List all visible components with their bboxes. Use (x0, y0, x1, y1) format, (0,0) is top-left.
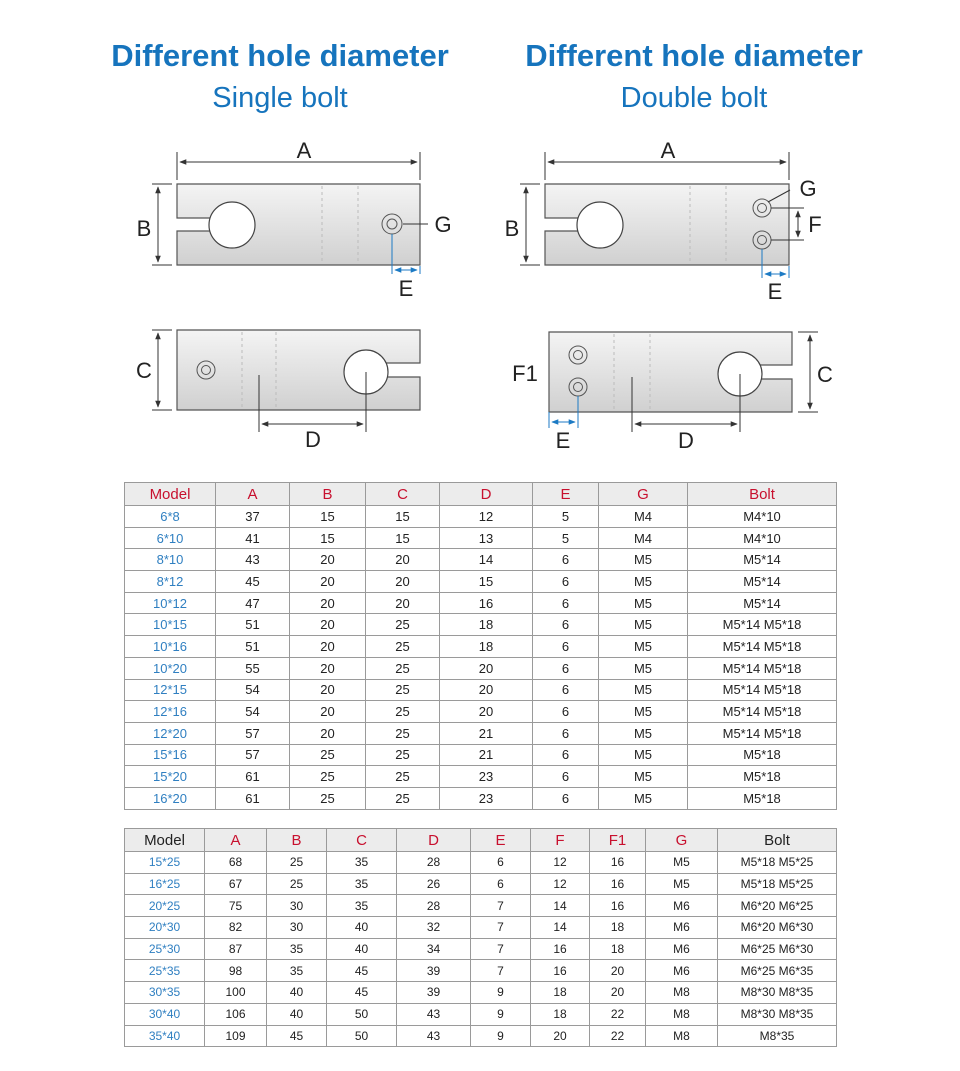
table-cell: 39 (397, 960, 471, 982)
table-cell: 25 (366, 636, 440, 658)
table-row (125, 506, 837, 528)
table-cell: 6 (533, 592, 599, 614)
table-cell: 100 (205, 982, 267, 1004)
table-cell: 6 (533, 766, 599, 788)
table-cell: 20 (590, 982, 646, 1004)
table-cell: M5 (599, 636, 688, 658)
table-cell: 16 (590, 895, 646, 917)
table-cell: 7 (471, 917, 531, 939)
table-cell: 45 (216, 571, 290, 593)
model-cell: 10*15 (125, 614, 216, 636)
table-cell: 21 (440, 744, 533, 766)
dim-f-label: F (808, 212, 822, 237)
table-cell: 35 (267, 938, 327, 960)
table-cell: 14 (531, 895, 590, 917)
double-bolt-spec-table (124, 828, 837, 1047)
table-cell: 15 (440, 571, 533, 593)
col-e-header: E (471, 829, 531, 852)
table-cell: M5 (599, 744, 688, 766)
table-cell: M5 (599, 766, 688, 788)
table-cell: M4 (599, 506, 688, 528)
table-row (125, 592, 837, 614)
table-row (125, 679, 837, 701)
table-row (125, 982, 837, 1004)
table-row (125, 938, 837, 960)
table-cell: M5*18 (688, 787, 837, 809)
table-cell: 25 (366, 657, 440, 679)
table-cell: 20 (290, 549, 366, 571)
table-cell: M8*35 (718, 1025, 837, 1047)
col-bolt-header: Bolt (688, 483, 837, 506)
table-row (125, 571, 837, 593)
table-cell: 55 (216, 657, 290, 679)
table-cell: M5*14 (688, 549, 837, 571)
table-cell: 40 (267, 1003, 327, 1025)
table-cell: 6 (471, 852, 531, 874)
table-cell: M6*20 M6*30 (718, 917, 837, 939)
table-cell: M6 (646, 960, 718, 982)
table-cell: M5*14 (688, 592, 837, 614)
table-row (125, 917, 837, 939)
table-cell: 16 (590, 852, 646, 874)
dim-e-label: E (555, 428, 571, 453)
table-cell: 7 (471, 960, 531, 982)
table-cell: 20 (290, 657, 366, 679)
table-cell: 20 (531, 1025, 590, 1047)
table-cell: 35 (327, 852, 397, 874)
model-cell: 6*8 (125, 506, 216, 528)
table-row (125, 1025, 837, 1047)
table-cell: 40 (327, 917, 397, 939)
table-cell: 61 (216, 766, 290, 788)
table-cell: M5*14 (688, 571, 837, 593)
table-row (125, 852, 837, 874)
table-cell: 5 (533, 506, 599, 528)
table-cell: 16 (531, 960, 590, 982)
table-cell: 12 (531, 852, 590, 874)
table-cell: M6 (646, 895, 718, 917)
table-cell: 16 (440, 592, 533, 614)
model-cell: 20*25 (125, 895, 205, 917)
table-cell: M6*20 M6*25 (718, 895, 837, 917)
col-a-header: A (216, 483, 290, 506)
table-cell: 14 (440, 549, 533, 571)
table-cell: 16 (590, 873, 646, 895)
table-cell: 18 (590, 938, 646, 960)
table-cell: 106 (205, 1003, 267, 1025)
model-cell: 15*16 (125, 744, 216, 766)
table-cell: M8*30 M8*35 (718, 1003, 837, 1025)
table-cell: M5 (599, 592, 688, 614)
table-cell: M8*30 M8*35 (718, 982, 837, 1004)
table-cell: 47 (216, 592, 290, 614)
table-cell: 39 (397, 982, 471, 1004)
table-row (125, 722, 837, 744)
model-cell: 15*25 (125, 852, 205, 874)
table-cell: M5 (599, 571, 688, 593)
table-cell: 57 (216, 722, 290, 744)
table-row (125, 960, 837, 982)
table-cell: 34 (397, 938, 471, 960)
table-cell: 18 (531, 982, 590, 1004)
table-row (125, 744, 837, 766)
table-cell: 22 (590, 1025, 646, 1047)
table-cell: 12 (440, 506, 533, 528)
table-cell: 14 (531, 917, 590, 939)
table-cell: 15 (290, 527, 366, 549)
double-bolt-table-body (125, 852, 837, 1047)
col-d-header: D (440, 483, 533, 506)
model-cell: 25*35 (125, 960, 205, 982)
table-cell: 25 (366, 679, 440, 701)
double-bolt-top-view (505, 138, 822, 304)
table-cell: 7 (471, 895, 531, 917)
single-bolt-top-view (137, 138, 452, 301)
table-header-row (125, 483, 837, 506)
table-cell: M5*18 M5*25 (718, 873, 837, 895)
table-cell: 98 (205, 960, 267, 982)
single-bolt-table-body (125, 506, 837, 810)
dim-a-label: A (296, 138, 312, 163)
table-cell: 35 (327, 895, 397, 917)
table-row (125, 701, 837, 723)
table-cell: 20 (290, 679, 366, 701)
table-cell: M6*25 M6*30 (718, 938, 837, 960)
table-cell: 20 (440, 657, 533, 679)
table-cell: 12 (531, 873, 590, 895)
table-cell: M5*14 M5*18 (688, 614, 837, 636)
table-cell: 32 (397, 917, 471, 939)
table-cell: 61 (216, 787, 290, 809)
table-cell: M6 (646, 917, 718, 939)
dim-d-label: D (305, 427, 321, 452)
table-cell: 18 (440, 636, 533, 658)
table-cell: 82 (205, 917, 267, 939)
table-cell: 37 (216, 506, 290, 528)
table-row (125, 657, 837, 679)
table-cell: 23 (440, 766, 533, 788)
table-cell: 45 (327, 982, 397, 1004)
table-cell: M4 (599, 527, 688, 549)
table-cell: 40 (267, 982, 327, 1004)
table-cell: M6*25 M6*35 (718, 960, 837, 982)
table-cell: 20 (290, 571, 366, 593)
table-row (125, 895, 837, 917)
table-cell: 25 (267, 873, 327, 895)
table-cell: M8 (646, 1025, 718, 1047)
table-cell: 16 (531, 938, 590, 960)
table-cell: 41 (216, 527, 290, 549)
table-cell: 25 (267, 852, 327, 874)
table-cell: M5*18 (688, 744, 837, 766)
table-cell: 9 (471, 1025, 531, 1047)
col-d-header: D (397, 829, 471, 852)
table-cell: 26 (397, 873, 471, 895)
model-cell: 10*16 (125, 636, 216, 658)
table-cell: 20 (590, 960, 646, 982)
dim-a-label: A (660, 138, 676, 163)
table-cell: M4*10 (688, 506, 837, 528)
table-cell: 9 (471, 1003, 531, 1025)
model-cell: 10*12 (125, 592, 216, 614)
table-cell: 43 (216, 549, 290, 571)
col-e-header: E (533, 483, 599, 506)
col-g-header: G (599, 483, 688, 506)
table-cell: M5*14 M5*18 (688, 722, 837, 744)
model-cell: 8*12 (125, 571, 216, 593)
table-cell: 51 (216, 636, 290, 658)
table-cell: 87 (205, 938, 267, 960)
model-cell: 15*20 (125, 766, 216, 788)
table-cell: 20 (440, 701, 533, 723)
model-cell: 12*15 (125, 679, 216, 701)
table-cell: M5 (599, 549, 688, 571)
table-cell: M5 (646, 852, 718, 874)
col-b-header: B (267, 829, 327, 852)
model-cell: 25*30 (125, 938, 205, 960)
model-cell: 12*20 (125, 722, 216, 744)
clamp-drawings (0, 0, 960, 470)
table-cell: 20 (440, 679, 533, 701)
table-cell: 57 (216, 744, 290, 766)
table-cell: 25 (366, 787, 440, 809)
table-cell: 28 (397, 852, 471, 874)
model-cell: 8*10 (125, 549, 216, 571)
table-cell: 13 (440, 527, 533, 549)
single-bolt-spec-table (124, 482, 837, 810)
table-cell: 18 (531, 1003, 590, 1025)
model-cell: 35*40 (125, 1025, 205, 1047)
table-cell: 20 (366, 592, 440, 614)
table-cell: M5 (599, 787, 688, 809)
table-cell: M5*18 (688, 766, 837, 788)
col-a-header: A (205, 829, 267, 852)
table-row (125, 1003, 837, 1025)
table-cell: 25 (366, 614, 440, 636)
table-cell: 7 (471, 938, 531, 960)
table-cell: 45 (327, 960, 397, 982)
table-cell: 15 (366, 527, 440, 549)
table-cell: 6 (533, 744, 599, 766)
table-cell: 20 (290, 592, 366, 614)
table-cell: M5*14 M5*18 (688, 636, 837, 658)
table-cell: 25 (366, 701, 440, 723)
table-cell: M4*10 (688, 527, 837, 549)
model-cell: 6*10 (125, 527, 216, 549)
col-b-header: B (290, 483, 366, 506)
table-cell: 25 (366, 722, 440, 744)
model-cell: 16*20 (125, 787, 216, 809)
table-cell: 6 (533, 549, 599, 571)
col-c-header: C (327, 829, 397, 852)
table-row (125, 527, 837, 549)
dim-e-label: E (767, 279, 783, 304)
table-cell: 9 (471, 982, 531, 1004)
table-cell: 18 (590, 917, 646, 939)
dim-g-label: G (434, 212, 452, 237)
col-g-header: G (646, 829, 718, 852)
table-row (125, 787, 837, 809)
single-bolt-title: Different hole diameter (111, 38, 449, 73)
table-cell: 15 (366, 506, 440, 528)
table-row (125, 766, 837, 788)
table-row (125, 636, 837, 658)
table-cell: 43 (397, 1003, 471, 1025)
dim-e-label: E (398, 276, 414, 301)
model-cell: 12*16 (125, 701, 216, 723)
table-row (125, 614, 837, 636)
single-bolt-side-view (136, 330, 420, 452)
dim-d-label: D (678, 428, 694, 453)
col-f-header: F (531, 829, 590, 852)
table-cell: 43 (397, 1025, 471, 1047)
col-f1-header: F1 (590, 829, 646, 852)
table-cell: M8 (646, 982, 718, 1004)
table-cell: 68 (205, 852, 267, 874)
table-cell: 20 (290, 636, 366, 658)
table-cell: M5 (599, 701, 688, 723)
double-bolt-subtitle: Double bolt (620, 82, 768, 114)
col-model-header: Model (125, 829, 205, 852)
table-cell: M5 (599, 722, 688, 744)
table-cell: M5 (599, 657, 688, 679)
model-cell: 16*25 (125, 873, 205, 895)
table-cell: M6 (646, 938, 718, 960)
model-cell: 20*30 (125, 917, 205, 939)
col-bolt-header: Bolt (718, 829, 837, 852)
model-cell: 30*40 (125, 1003, 205, 1025)
table-cell: 6 (533, 722, 599, 744)
table-cell: 35 (327, 873, 397, 895)
double-bolt-title: Different hole diameter (525, 38, 863, 73)
table-cell: 6 (533, 657, 599, 679)
table-cell: 20 (366, 549, 440, 571)
table-cell: 50 (327, 1003, 397, 1025)
table-cell: M5*14 M5*18 (688, 657, 837, 679)
table-cell: 20 (366, 571, 440, 593)
table-cell: 109 (205, 1025, 267, 1047)
table-cell: 6 (471, 873, 531, 895)
table-cell: 40 (327, 938, 397, 960)
table-cell: 6 (533, 571, 599, 593)
table-cell: 25 (290, 787, 366, 809)
col-model-header: Model (125, 483, 216, 506)
table-cell: 67 (205, 873, 267, 895)
table-cell: 5 (533, 527, 599, 549)
table-cell: 25 (366, 744, 440, 766)
table-cell: M5 (599, 614, 688, 636)
table-cell: 45 (267, 1025, 327, 1047)
table-cell: 6 (533, 787, 599, 809)
model-cell: 10*20 (125, 657, 216, 679)
table-header-row (125, 829, 837, 852)
table-cell: 6 (533, 614, 599, 636)
double-bolt-side-view (512, 332, 833, 453)
table-cell: M5*14 M5*18 (688, 679, 837, 701)
table-cell: 75 (205, 895, 267, 917)
table-cell: 50 (327, 1025, 397, 1047)
table-cell: 30 (267, 917, 327, 939)
table-cell: 18 (440, 614, 533, 636)
table-cell: 54 (216, 679, 290, 701)
dim-c-label: C (136, 358, 152, 383)
table-cell: 22 (590, 1003, 646, 1025)
table-cell: 6 (533, 701, 599, 723)
table-cell: 25 (366, 766, 440, 788)
table-cell: 35 (267, 960, 327, 982)
table-cell: 20 (290, 722, 366, 744)
dim-b-label: B (136, 216, 152, 241)
table-cell: 25 (290, 744, 366, 766)
table-cell: 54 (216, 701, 290, 723)
table-row (125, 873, 837, 895)
table-cell: M5 (599, 679, 688, 701)
dim-b-label: B (504, 216, 520, 241)
dim-c-label: C (817, 362, 833, 387)
table-cell: 28 (397, 895, 471, 917)
table-cell: 21 (440, 722, 533, 744)
table-cell: M5*18 M5*25 (718, 852, 837, 874)
table-cell: 6 (533, 636, 599, 658)
model-cell: 30*35 (125, 982, 205, 1004)
table-cell: M8 (646, 1003, 718, 1025)
table-cell: M5*14 M5*18 (688, 701, 837, 723)
table-cell: M5 (646, 873, 718, 895)
dim-f1-label: F1 (512, 361, 538, 386)
table-cell: 20 (290, 701, 366, 723)
table-cell: 15 (290, 506, 366, 528)
dim-g-label: G (799, 176, 817, 201)
table-cell: 25 (290, 766, 366, 788)
table-cell: 23 (440, 787, 533, 809)
table-cell: 20 (290, 614, 366, 636)
table-row (125, 549, 837, 571)
table-cell: 30 (267, 895, 327, 917)
table-cell: 6 (533, 679, 599, 701)
single-bolt-subtitle: Single bolt (212, 82, 348, 114)
col-c-header: C (366, 483, 440, 506)
table-cell: 51 (216, 614, 290, 636)
